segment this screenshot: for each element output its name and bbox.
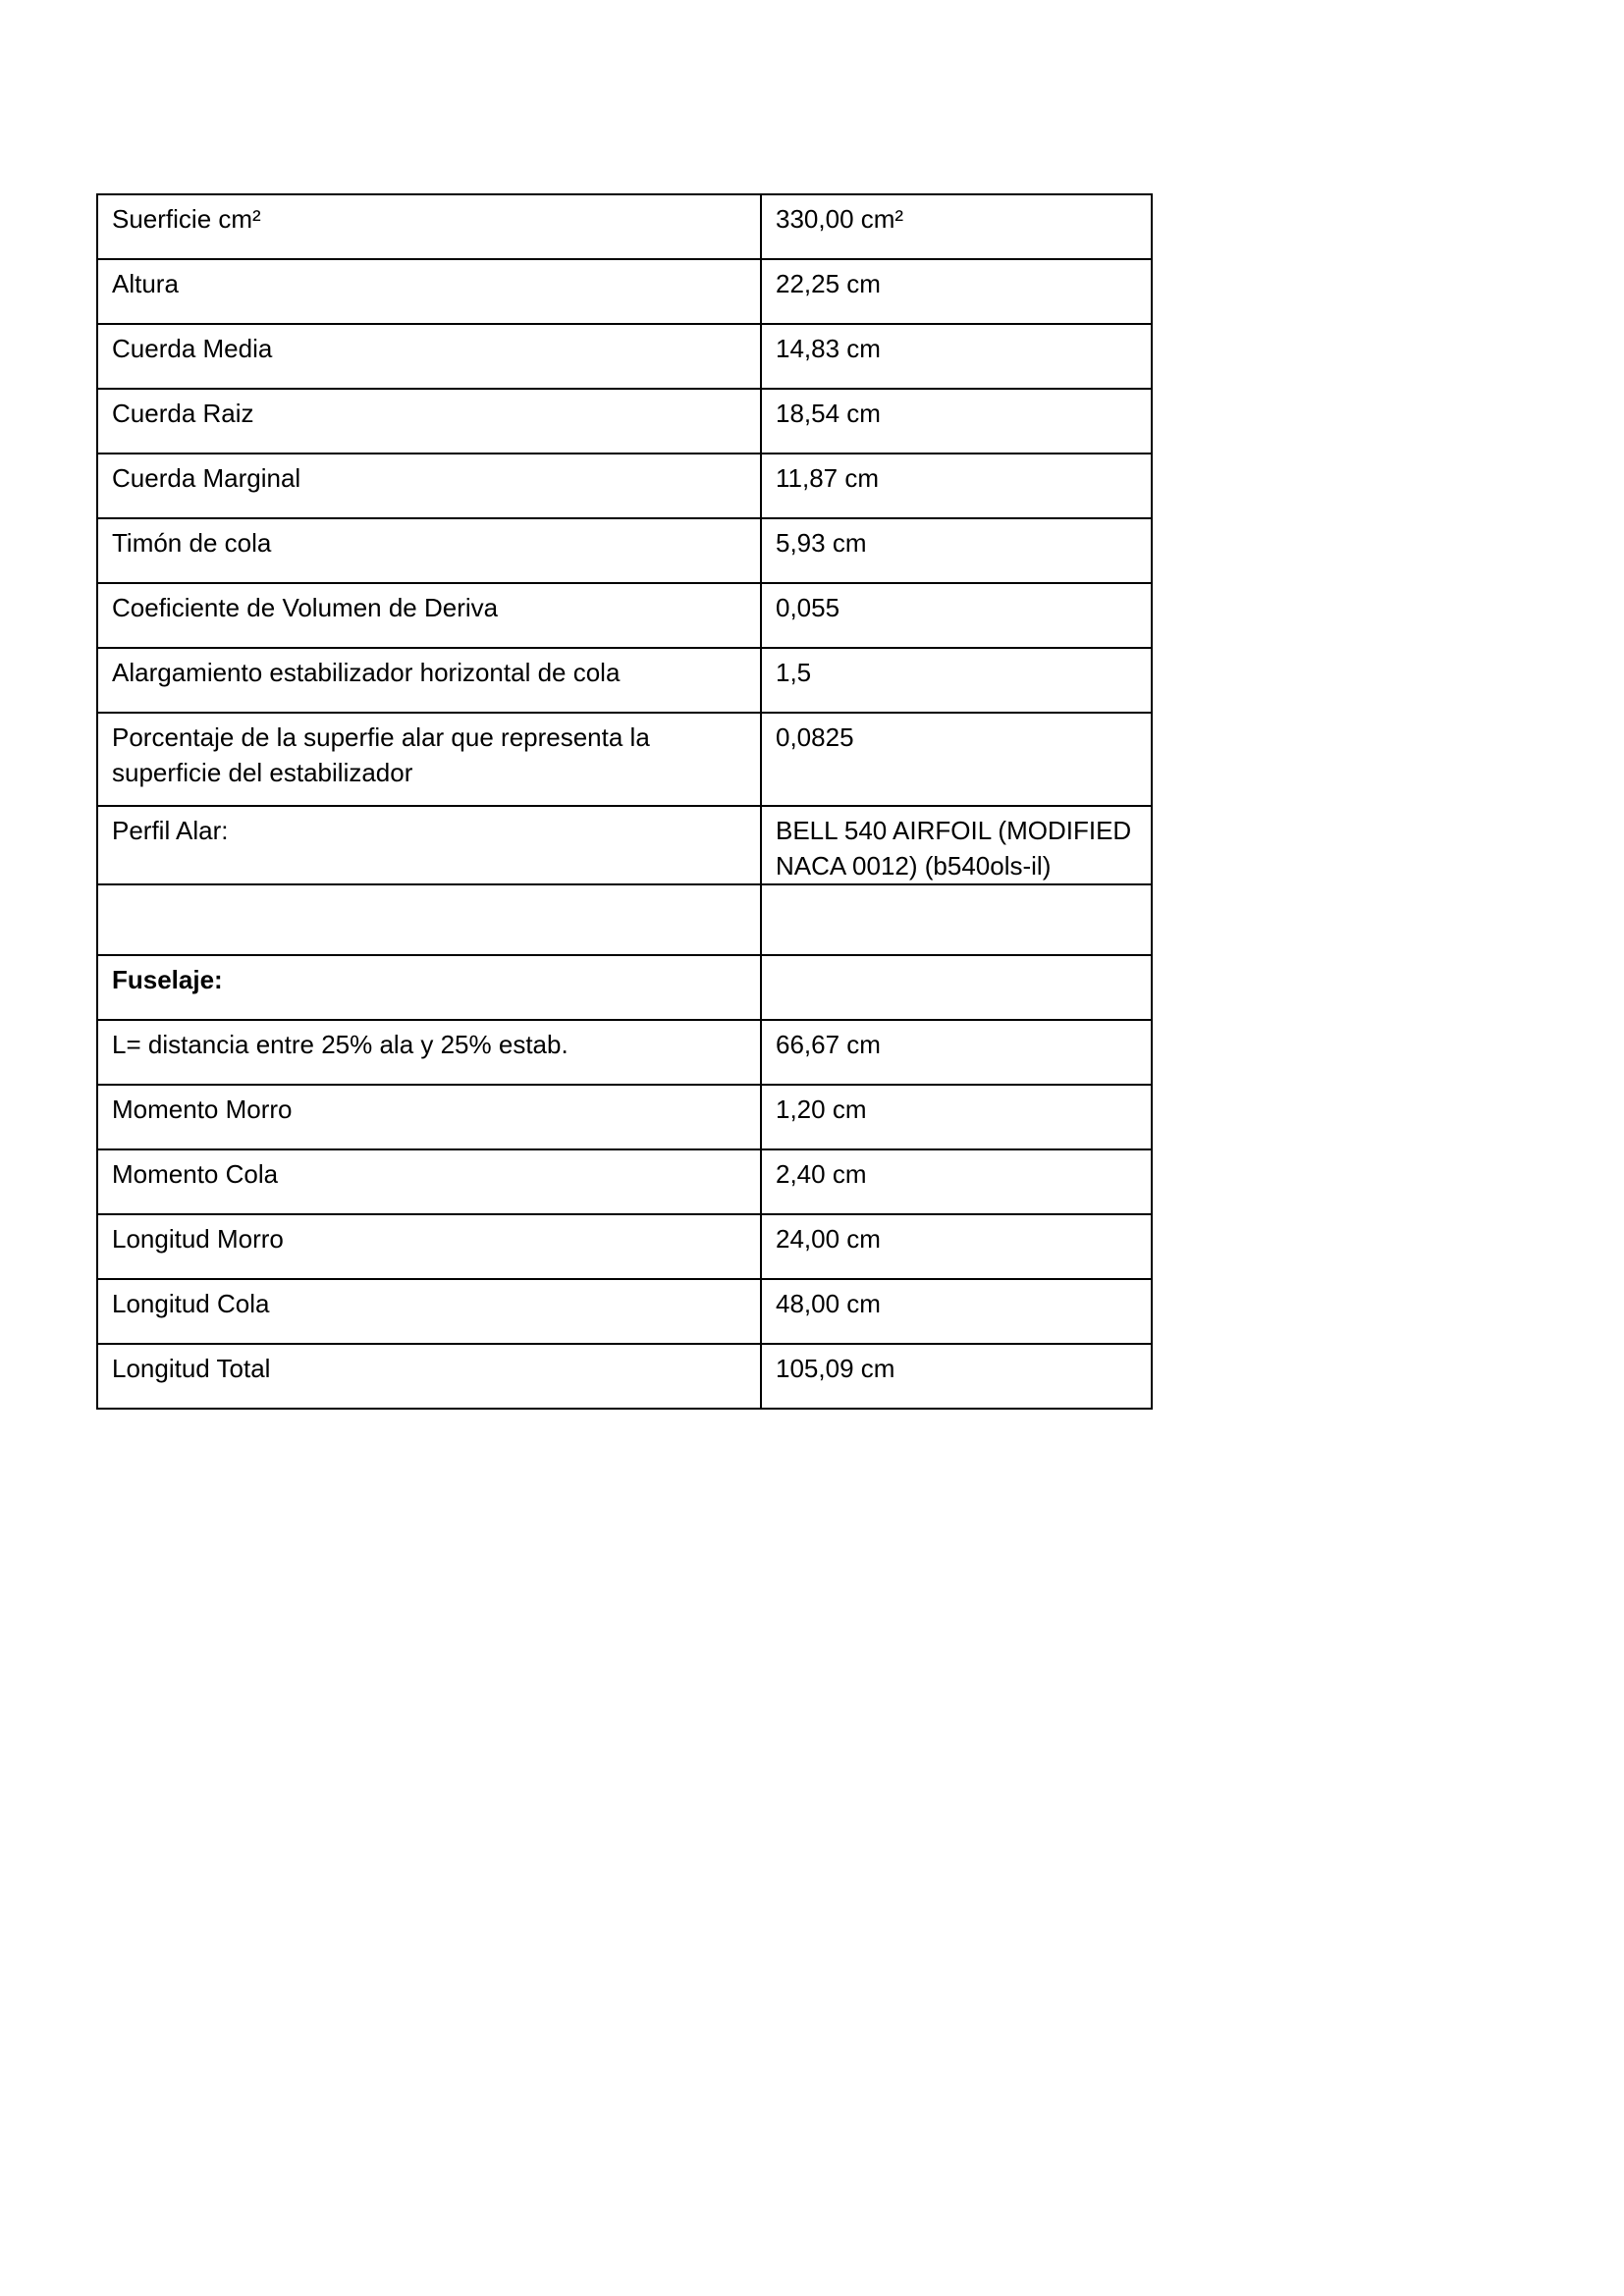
row-label: Suerficie cm² [97, 194, 761, 259]
row-value: 5,93 cm [761, 518, 1152, 583]
table-row [97, 324, 1152, 389]
table-row [97, 1085, 1152, 1149]
row-value: 48,00 cm [761, 1279, 1152, 1344]
row-label: Altura [97, 259, 761, 324]
table-row [97, 806, 1152, 884]
row-label: Longitud Total [97, 1344, 761, 1409]
table-row [97, 713, 1152, 806]
row-value: BELL 540 AIRFOIL (MODIFIED NACA 0012) (b540ols-il) [761, 806, 1152, 884]
table-row [97, 1020, 1152, 1085]
table-row [97, 1149, 1152, 1214]
row-value: 14,83 cm [761, 324, 1152, 389]
row-value: 330,00 cm² [761, 194, 1152, 259]
row-value: 1,5 [761, 648, 1152, 713]
table-row [97, 648, 1152, 713]
specifications-table [96, 193, 1153, 1410]
row-label: Momento Morro [97, 1085, 761, 1149]
table-row [97, 1344, 1152, 1409]
row-value: 105,09 cm [761, 1344, 1152, 1409]
row-value: 2,40 cm [761, 1149, 1152, 1214]
table-row-section-header [97, 955, 1152, 1020]
row-value: 0,055 [761, 583, 1152, 648]
table-row [97, 518, 1152, 583]
row-label: Alargamiento estabilizador horizontal de cola [97, 648, 761, 713]
row-label: Momento Cola [97, 1149, 761, 1214]
row-label: Cuerda Raiz [97, 389, 761, 454]
table-row [97, 454, 1152, 518]
row-label: Longitud Morro [97, 1214, 761, 1279]
row-label: Coeficiente de Volumen de Deriva [97, 583, 761, 648]
table-row [97, 884, 1152, 955]
row-value: 18,54 cm [761, 389, 1152, 454]
table-row [97, 1279, 1152, 1344]
table-row [97, 259, 1152, 324]
row-value [761, 955, 1152, 1020]
table-row [97, 583, 1152, 648]
row-value [761, 884, 1152, 955]
row-value: 11,87 cm [761, 454, 1152, 518]
row-label: Cuerda Media [97, 324, 761, 389]
row-label: Longitud Cola [97, 1279, 761, 1344]
row-label: Porcentaje de la superfie alar que representa la superficie del estabilizador [97, 713, 761, 806]
row-value: 24,00 cm [761, 1214, 1152, 1279]
table-row [97, 389, 1152, 454]
row-value: 22,25 cm [761, 259, 1152, 324]
table-row [97, 1214, 1152, 1279]
row-label: Perfil Alar: [97, 806, 761, 884]
section-heading: Fuselaje: [97, 955, 761, 1020]
row-value: 1,20 cm [761, 1085, 1152, 1149]
table-row [97, 194, 1152, 259]
row-label [97, 884, 761, 955]
row-label: Cuerda Marginal [97, 454, 761, 518]
row-label: L= distancia entre 25% ala y 25% estab. [97, 1020, 761, 1085]
row-label: Timón de cola [97, 518, 761, 583]
row-value: 0,0825 [761, 713, 1152, 806]
row-value: 66,67 cm [761, 1020, 1152, 1085]
